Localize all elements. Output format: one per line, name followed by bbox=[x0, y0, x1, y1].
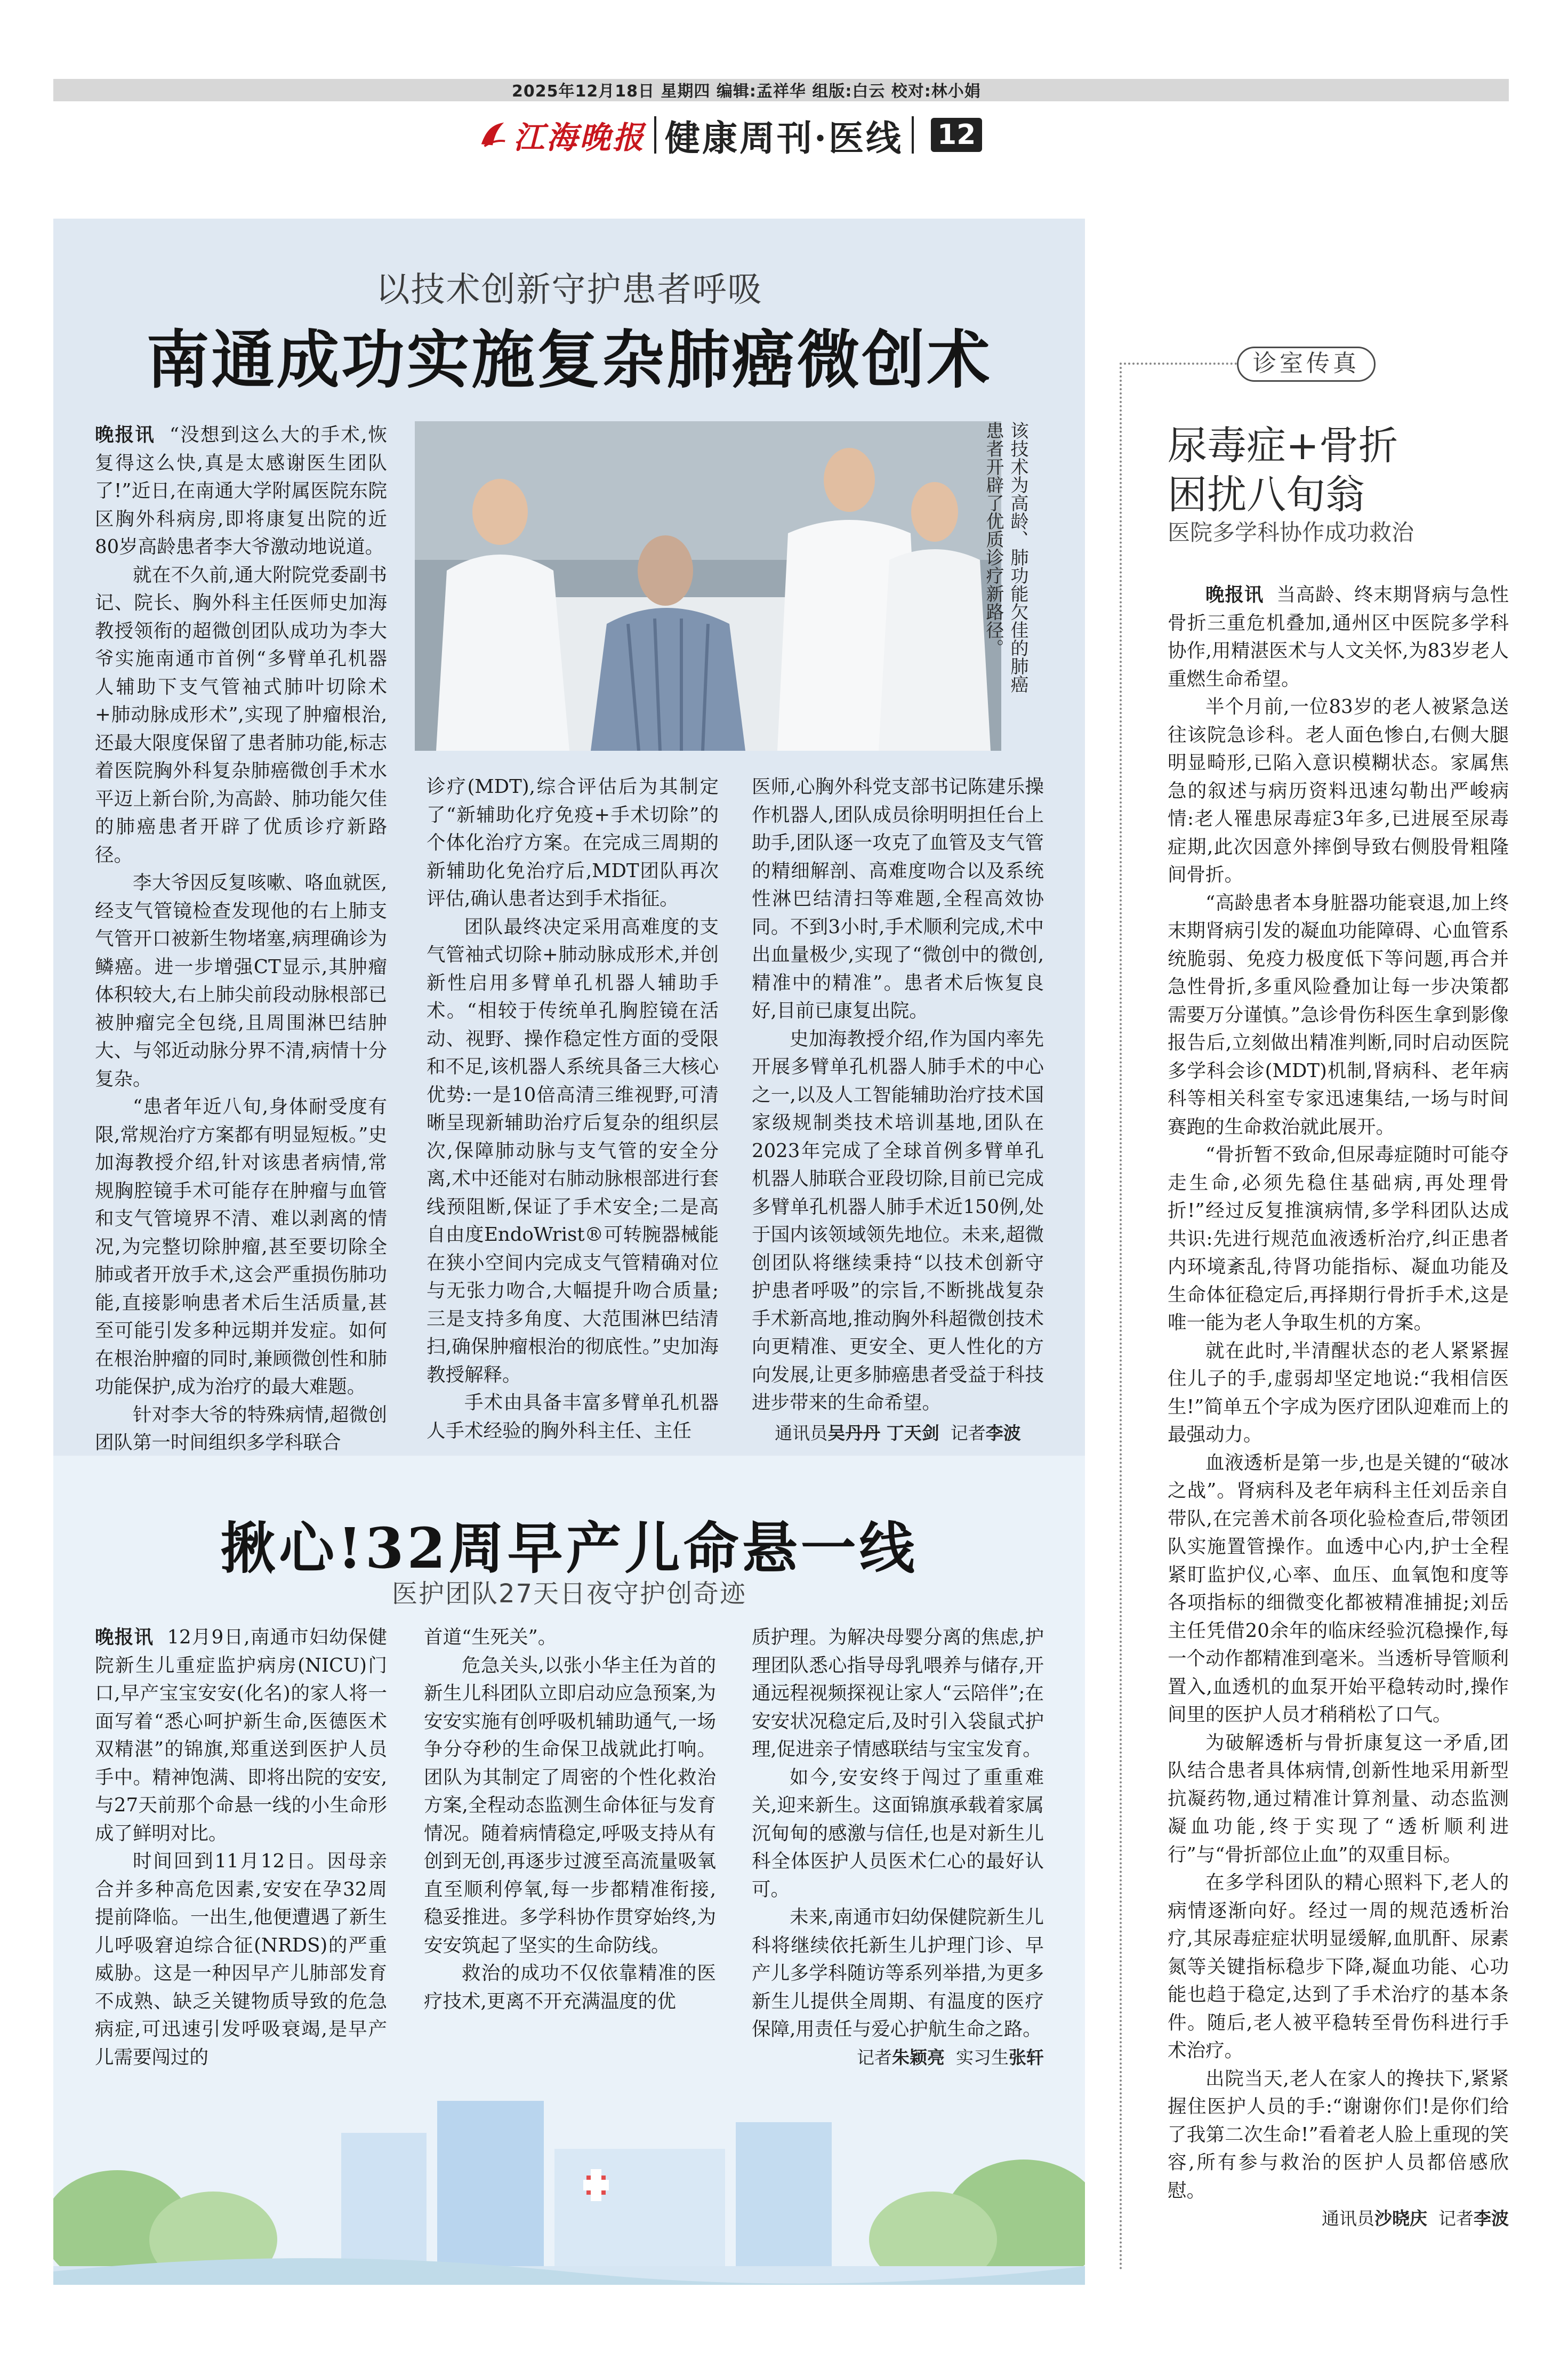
article2-paragraph: 如今,安安终于闯过了重重难关,迎来新生。这面锦旗承载着家属沉甸甸的感激与信任,也是对新生儿科全体医护人员医术仁心的最好认可。 bbox=[752, 1766, 1044, 1900]
column-tag: 诊室传真 bbox=[1237, 347, 1376, 382]
article2-column-2 bbox=[424, 1624, 716, 2016]
article3-paragraph: 出院当天,老人在家人的搀扶下,紧紧握住医护人员的手:“谢谢你们!是你们给了我第二次生命!”看着老人脸上重现的笑容,所有参与救治的医护人员都倍感欣慰。 bbox=[1168, 2067, 1509, 2202]
article2-title: 揪心!32周早产儿命悬一线 bbox=[220, 1515, 918, 1581]
article2-lead: 晚报讯 bbox=[95, 1626, 154, 1648]
article3-subtitle: 医院多学科协作成功救治 bbox=[1168, 519, 1414, 545]
article3-paragraph: 在多学科团队的精心照料下,老人的病情逐渐向好。经过一周的规范透析治疗,其尿毒症症状明显缓解,血肌酐、尿素氮等关键指标稳步下降,凝血功能、心功能也趋于稳定,达到了手术治疗的基本条件。随后,老人被平稳转至骨伤科进行手术治疗。 bbox=[1168, 1872, 1509, 2061]
masthead-divider bbox=[654, 116, 656, 154]
hospital-illustration-icon bbox=[53, 2069, 1085, 2285]
article1-lead: 晚报讯 bbox=[95, 424, 155, 446]
article1-paragraph: 诊疗(MDT),综合评估后为其制定了“新辅助化疗免疫+手术切除”的个体化治疗方案。在完成三周期的新辅助化免治疗后,MDT团队再次评估,确认患者达到手术指征。 bbox=[427, 776, 719, 910]
article1-paragraph: “患者年近八旬,身体耐受度有限,常规治疗方案都有明显短板。”史加海教授介绍,针对该患者病情,常规胸腔镜手术可能存在肿瘤与血管和支气管境界不清、难以剥离的情况,为完整切除肿瘤,甚至要切除全肺或者开放手术,这会严重损伤肺功能,直接影响患者术后生活质量,甚至可能引发多种远期并发症。如何在根治肿瘤的同时,兼顾微创性和肺功能保护,成为治疗的最大难题。 bbox=[95, 1096, 387, 1398]
newspaper-logo-text: 江海晚报 bbox=[513, 119, 646, 156]
article3-paragraph: 半个月前,一位83岁的老人被紧急送往该院急诊科。老人面色惨白,右侧大腿明显畸形,已陷入意识模糊状态。家属焦急的叙述与病历资料迅速勾勒出严峻病情:老人罹患尿毒症3年多,已进展至尿毒症期,此次因意外摔倒导致右侧股骨粗隆间骨折。 bbox=[1168, 696, 1509, 886]
page-number: 12 bbox=[931, 118, 982, 152]
article1-paragraph: 李大爷因反复咳嗽、咯血就医,经支气管镜检查发现他的右上肺支气管开口被新生物堵塞,病理确诊为鳞癌。进一步增强CT显示,其肿瘤体积较大,右上肺尖前段动脉根部已被肿瘤完全包绕,且周围淋巴结肿大、与邻近动脉分界不清,病情十分复杂。 bbox=[95, 872, 387, 1090]
article1-photo-caption: 该技术为高龄、肺功能欠佳的肺癌患者开辟了优质诊疗新路径。 bbox=[983, 421, 1028, 693]
masthead bbox=[477, 111, 982, 159]
article3-body bbox=[1168, 581, 1509, 2233]
article2-byline: 记者朱颖亮 实习生张轩 bbox=[857, 2046, 1044, 2068]
newspaper-logo-icon bbox=[477, 119, 508, 150]
article2-paragraph: 危急关头,以张小华主任为首的新生儿科团队立即启动应急预案,为安安实施有创呼吸机辅助通气,一场争分夺秒的生命保卫战就此打响。团队为其制定了周密的个性化救治方案,全程动态监测生命体征与发育情况。随着病情稳定,呼吸支持从有创到无创,再逐步过渡至高流量吸氧直至顺利停氧,每一步都精准衔接,稳妥推进。多学科协作贯穿始终,为安安筑起了坚实的生命防线。 bbox=[424, 1654, 716, 1956]
article1-paragraph: 史加海教授介绍,作为国内率先开展多臂单孔机器人肺手术的中心之一,以及人工智能辅助治疗技术国家级规制类技术培训基地,团队在2023年完成了全球首例多臂单孔机器人肺联合亚段切除,目前已完成多臂单孔机器人肺手术近150例,处于国内该领域领先地位。未来,超微创团队将继续秉持“以技术创新守护患者呼吸”的宗旨,不断挑战复杂手术新高地,推动胸外科超微创技术向更精准、更安全、更人性化的方向发展,让更多肺癌患者受益于科技进步带来的生命希望。 bbox=[752, 1028, 1044, 1414]
sidebar-dotted-border bbox=[1120, 363, 1122, 2271]
article1-byline: 通讯员吴丹丹 丁天剑 记者李波 bbox=[775, 1422, 1021, 1443]
article1-paragraph: “没想到这么大的手术,恢复得这么快,真是太感谢医生团队了!”近日,在南通大学附属医院东院区胸外科病房,即将康复出院的近80岁高龄患者李大爷激动地说道。 bbox=[95, 424, 387, 558]
article1-title: 南通成功实施复杂肺癌微创术 bbox=[146, 323, 992, 397]
article1-paragraph: 医师,心胸外科党支部书记陈建乐操作机器人,团队成员徐明明担任台上助手,团队逐一攻克了血管及支气管的精细解剖、高难度吻合以及系统性淋巴结清扫等难题,全程高效协同。不到3小时,手术顺利完成,术中出血量极少,实现了“微创中的微创,精准中的精准”。患者术后恢复良好,目前已康复出院。 bbox=[752, 776, 1044, 1022]
article1-paragraph: 针对李大爷的特殊病情,超微创团队第一时间组织多学科联合 bbox=[95, 1403, 387, 1454]
article2-paragraph: 时间回到11月12日。因母亲合并多种高危因素,安安在孕32周提前降临。一出生,他便遭遇了新生儿呼吸窘迫综合征(NRDS)的严重威胁。这是一种因早产儿肺部发育不成熟、缺乏关键物质导致的危急病症,可迅速引发呼吸衰竭,是早产儿需要闯过的 bbox=[95, 1850, 387, 2068]
article2-paragraph: 首道“生死关”。 bbox=[424, 1626, 557, 1648]
article1-column-3 bbox=[752, 773, 1044, 1447]
article2-paragraph: 质护理。为解决母婴分离的焦虑,护理团队悉心指导母乳喂养与储存,开通远程视频探视让家人“云陪伴”;在安安状况稳定后,及时引入袋鼠式护理,促进亲子情感联结与宝宝发育。 bbox=[752, 1626, 1044, 1760]
article1-column-2 bbox=[427, 773, 719, 1445]
article2-column-1 bbox=[95, 1624, 387, 2072]
article1-paragraph: 团队最终决定采用高难度的支气管袖式切除+肺动脉成形术,并创新性启用多臂单孔机器人辅助手术。“相较于传统单孔胸腔镜在活动、视野、操作稳定性方面的受限和不足,该机器人系统具备三大核心优势:一是10倍高清三维视野,可清晰呈现新辅助治疗后复杂的组织层次,保障肺动脉与支气管的安全分离,术中还能对右肺动脉根部进行套线预阻断,保证了手术安全;二是高自由度EndoWrist®可转腕器械能在狭小空间内完成支气管精确对位与无张力吻合,大幅提升吻合质量;三是支持多角度、大范围淋巴结清扫,确保肿瘤根治的彻底性。”史加海教授解释。 bbox=[427, 916, 719, 1386]
article3-byline: 通讯员沙晓庆 记者李波 bbox=[1322, 2208, 1509, 2229]
article3-title: 尿毒症+骨折 困扰八旬翁 bbox=[1168, 423, 1398, 518]
article3-paragraph: “高龄患者本身脏器功能衰退,加上终末期肾病引发的凝血功能障碍、心血管系统脆弱、免疫力极度低下等问题,再合并急性骨折,多重风险叠加让每一步决策都需要万分谨慎。”急诊骨伤科医生拿到影像报告后,立刻做出精准判断,同时启动医院多学科会诊(MDT)机制,肾病科、老年病科等相关科室专家迅速集结,一场与时间赛跑的生命救治就此展开。 bbox=[1168, 892, 1509, 1138]
header-info-text: 2025年12月18日 星期四 编辑:孟祥华 组版:白云 校对:林小娟 bbox=[512, 82, 981, 101]
article1-paragraph: 手术由具备丰富多臂单孔机器人手术经验的胸外科主任、主任 bbox=[427, 1392, 719, 1442]
masthead-divider-2 bbox=[912, 116, 914, 154]
article3-lead: 晚报讯 bbox=[1205, 584, 1264, 606]
article3-paragraph: 血液透析是第一步,也是关键的“破冰之战”。肾病科及老年病科主任刘岳亲自带队,在完善术前各项化验检查后,带领团队实施置管操作。血透中心内,护士全程紧盯监护仪,心率、血压、血氧饱和度等各项指标的细微变化都被精准捕捉;刘岳主任凭借20余年的临床经验沉稳操作,每一个动作都精准到毫米。当透析导管顺利置入,血透机的血泵开始平稳转动时,操作间里的医护人员才稍稍松了口气。 bbox=[1168, 1451, 1509, 1725]
article1-paragraph: 就在不久前,通大附院党委副书记、院长、胸外科主任医师史加海教授领衔的超微创团队成功为李大爷实施南通市首例“多臂单孔机器人辅助下支气管袖式肺叶切除术+肺动脉成形术”,实现了肿瘤根治,还最大限度保留了患者肺功能,标志着医院胸外科复杂肺癌微创手术水平迈上新台阶,为高龄、肺功能欠佳的肺癌患者开辟了优质诊疗新路径。 bbox=[95, 564, 387, 866]
article2-paragraph: 12月9日,南通市妇幼保健院新生儿重症监护病房(NICU)门口,早产宝宝安安(化名)的家人将一面写着“悉心呵护新生命,医德医术双精湛”的锦旗,郑重送到医护人员手中。精神饱满、即将出院的安安,与27天前那个命悬一线的小生命形成了鲜明对比。 bbox=[95, 1626, 387, 1844]
article2-paragraph: 救治的成功不仅依靠精准的医疗技术,更离不开充满温度的优 bbox=[424, 1962, 716, 2012]
article2-paragraph: 未来,南通市妇幼保健院新生儿科将继续依托新生儿护理门诊、早产儿多学科随访等系列举措,为更多新生儿提供全周期、有温度的医疗保障,用责任与爱心护航生命之路。 bbox=[752, 1906, 1044, 2040]
sidebar-dotted-border-top bbox=[1120, 363, 1237, 365]
article3-paragraph: 为破解透析与骨折康复这一矛盾,团队结合患者具体病情,创新性地采用新型抗凝药物,通过精准计算剂量、动态监测凝血功能,终于实现了“透析顺利进行”与“骨折部位止血”的双重目标。 bbox=[1168, 1731, 1509, 1866]
article3-paragraph: 就在此时,半清醒状态的老人紧紧握住儿子的手,虚弱却坚定地说:“我相信医生!”简单五个字成为医疗团队迎难而上的最强动力。 bbox=[1168, 1339, 1509, 1446]
article3-paragraph: “骨折暂不致命,但尿毒症随时可能夺走生命,必须先稳住基础病,再处理骨折!”经过反复推演病情,多学科团队达成共识:先进行规范血液透析治疗,纠正患者内环境紊乱,待肾功能指标、凝血功能及生命体征稳定后,再择期行骨折手术,这是唯一能为老人争取生机的方案。 bbox=[1168, 1144, 1509, 1334]
article1-column-1 bbox=[95, 421, 387, 1457]
article3-paragraph: 当高龄、终末期肾病与急性骨折三重危机叠加,通州区中医院多学科协作,用精湛医术与人文关怀,为83岁老人重燃生命希望。 bbox=[1168, 584, 1509, 690]
article1-photo bbox=[415, 421, 1001, 751]
hospital-ward-photo-icon bbox=[415, 421, 1001, 751]
article1-kicker: 以技术创新守护患者呼吸 bbox=[375, 270, 763, 310]
section-title: 健康周刊·医线 bbox=[665, 117, 903, 159]
article2-subtitle: 医护团队27天日夜守护创奇迹 bbox=[391, 1579, 747, 1609]
article2-column-3 bbox=[752, 1624, 1044, 2072]
